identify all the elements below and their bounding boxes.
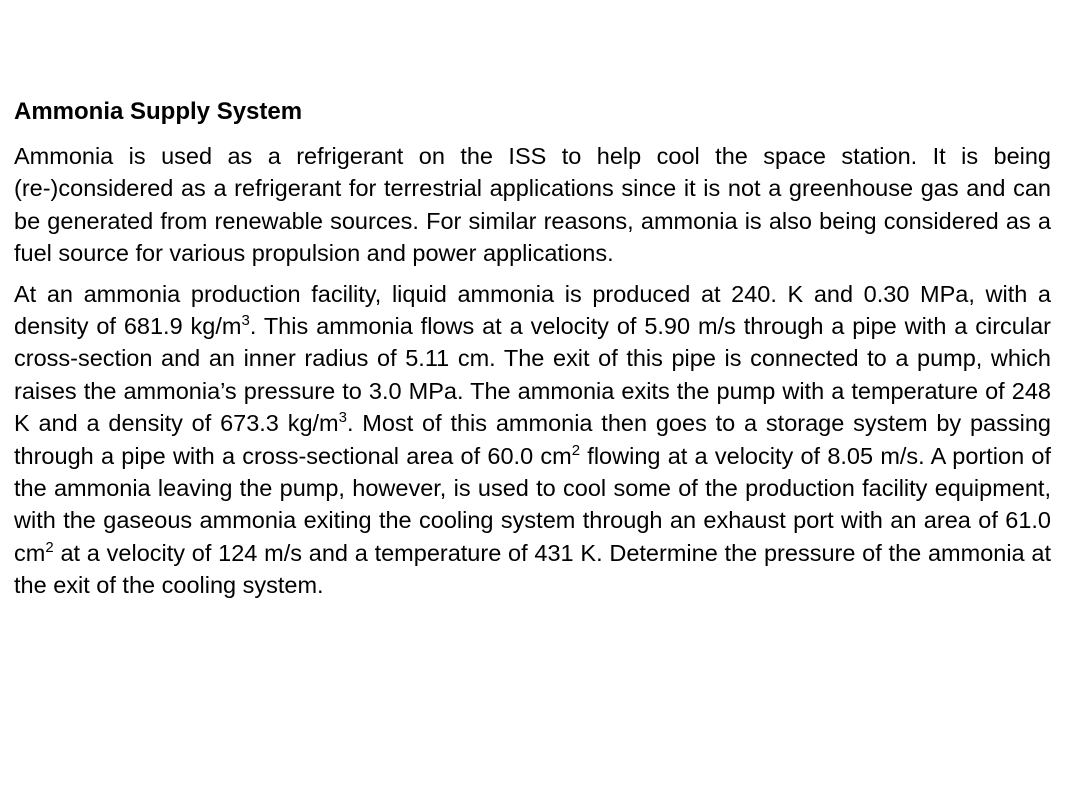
problem-paragraph xyxy=(14,278,1051,602)
superscript-squared-1: 2 xyxy=(571,441,581,459)
problem-text-5: at a velocity of 124 m/s and a temperature of 431 K. Determine the pressure of the ammonia at the exit of the cooling system. xyxy=(14,539,1051,599)
document-title: Ammonia Supply System xyxy=(14,98,303,125)
problem-text-4: flowing at a velocity of 8.05 m/s. A portion of the ammonia leaving the pump, however, is used to cool some of the production facility equipment, with the gaseous ammonia exiting the cooling system through an exhaust port with an area of 61.0 cm xyxy=(14,442,1051,566)
superscript-cubed-1: 3 xyxy=(241,312,250,330)
problem-text-2: . This ammonia flows at a velocity of 5.90 m/s through a pipe with a circular cross-section and an inner radius of 5.11 cm. The exit of this pipe is connected to a pump, which raises the ammonia’s pressure to 3.0 MPa. The ammonia exits the pump with a temperature of 248 K and a density of 673.3 kg/m xyxy=(14,313,1051,437)
superscript-squared-2: 2 xyxy=(45,538,54,556)
document-body xyxy=(14,96,1051,610)
superscript-cubed-2: 3 xyxy=(338,409,347,427)
problem-text-1: At an ammonia production facility, liquid ammonia is produced at 240. K and 0.30 MPa, with a density of 681.9 kg/m xyxy=(14,280,1051,340)
problem-text-3: . Most of this ammonia then goes to a storage system by passing through a pipe with a cross-sectional area of 60.0 cm xyxy=(14,410,1051,469)
intro-paragraph: Ammonia is used as a refrigerant on the ISS to help cool the space station. It is being (re-)considered as a refrigerant for terrestrial applications since it is not a greenhouse gas and can be generated from renewable sources. For similar reasons, ammonia is also being considered as a fuel source for various propulsion and power applications. xyxy=(14,143,1051,267)
